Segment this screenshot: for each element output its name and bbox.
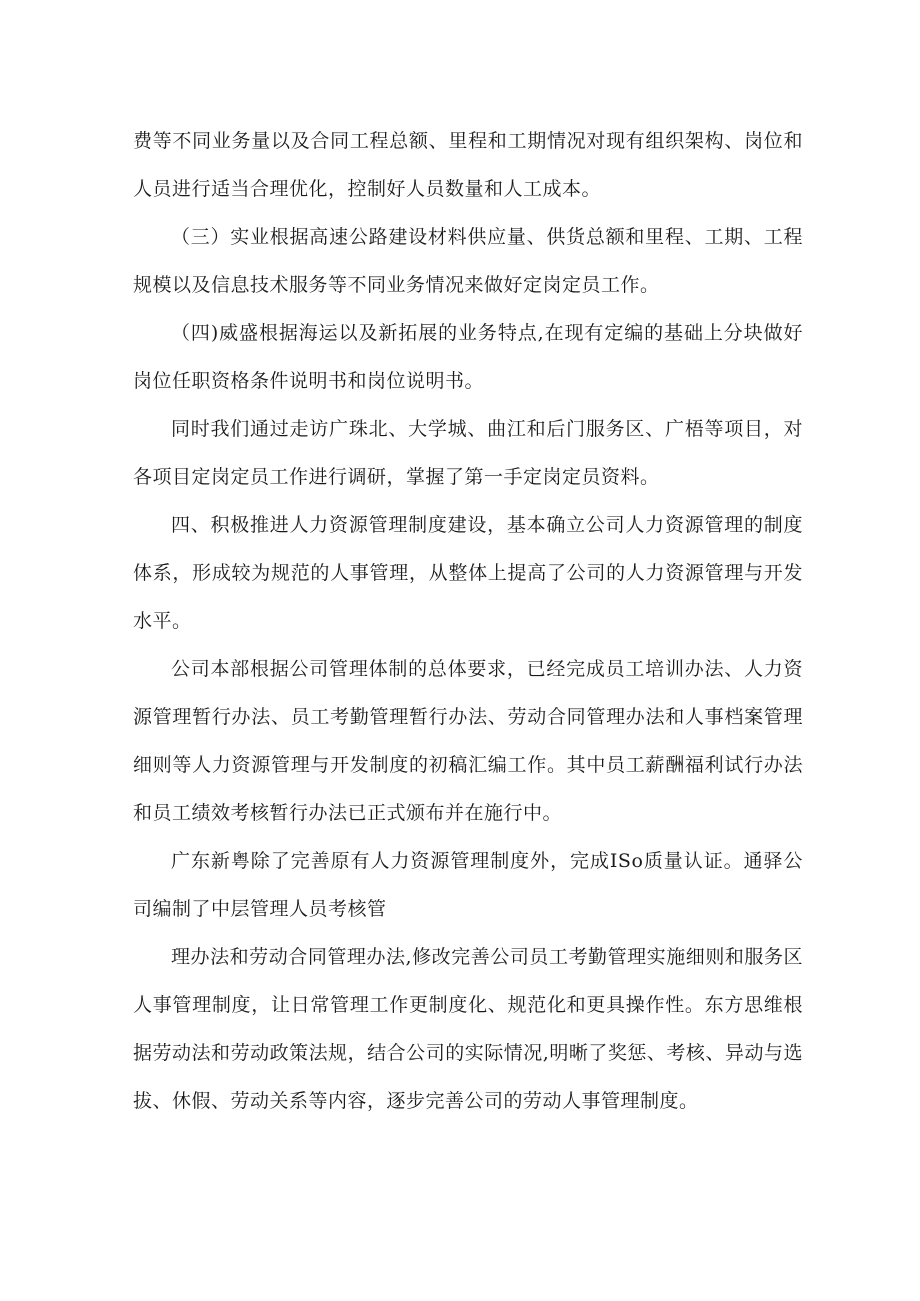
paragraph-3: （四)威盛根据海运以及新拓展的业务特点,在现有定编的基础上分块做好岗位任职资格条件说明书和岗位说明书。 — [133, 322, 803, 392]
paragraph-7: 广东新粤除了完善原有人力资源管理制度外，完成ISo质量认证。通驿公司编制了中层管理人员考核管 — [133, 850, 803, 920]
paragraph-4: 同时我们通过走访广珠北、大学城、曲江和后门服务区、广梧等项目，对各项目定岗定员工作进行调研，掌握了第一手定岗定员资料。 — [133, 418, 803, 488]
paragraph-1: 费等不同业务量以及合同工程总额、里程和工期情况对现有组织架构、岗位和人员进行适当合理优化，控制好人员数量和人工成本。 — [133, 130, 803, 200]
paragraph-6: 公司本部根据公司管理体制的总体要求，已经完成员工培训办法、人力资源管理暂行办法、员工考勤管理暂行办法、劳动合同管理办法和人事档案管理细则等人力资源管理与开发制度的初稿汇编工作。其中员工薪酬福利试行办法和员工绩效考核暂行办法已正式颁布并在施行中。 — [133, 658, 803, 824]
paragraph-5: 四、积极推进人力资源管理制度建设，基本确立公司人力资源管理的制度体系，形成较为规范的人事管理，从整体上提高了公司的人力资源管理与开发水平。 — [133, 514, 803, 632]
document-body — [133, 117, 803, 1125]
paragraph-8: 理办法和劳动合同管理办法,修改完善公司员工考勤管理实施细则和服务区人事管理制度，让日常管理工作更制度化、规范化和更具操作性。东方思维根据劳动法和劳动政策法规，结合公司的实际情况,明晰了奖惩、考核、异动与选拔、休假、劳动关系等内容，逐步完善公司的劳动人事管理制度。 — [133, 946, 803, 1112]
paragraph-2: （三）实业根据高速公路建设材料供应量、供货总额和里程、工期、工程规模以及信息技术服务等不同业务情况来做好定岗定员工作。 — [133, 226, 803, 296]
